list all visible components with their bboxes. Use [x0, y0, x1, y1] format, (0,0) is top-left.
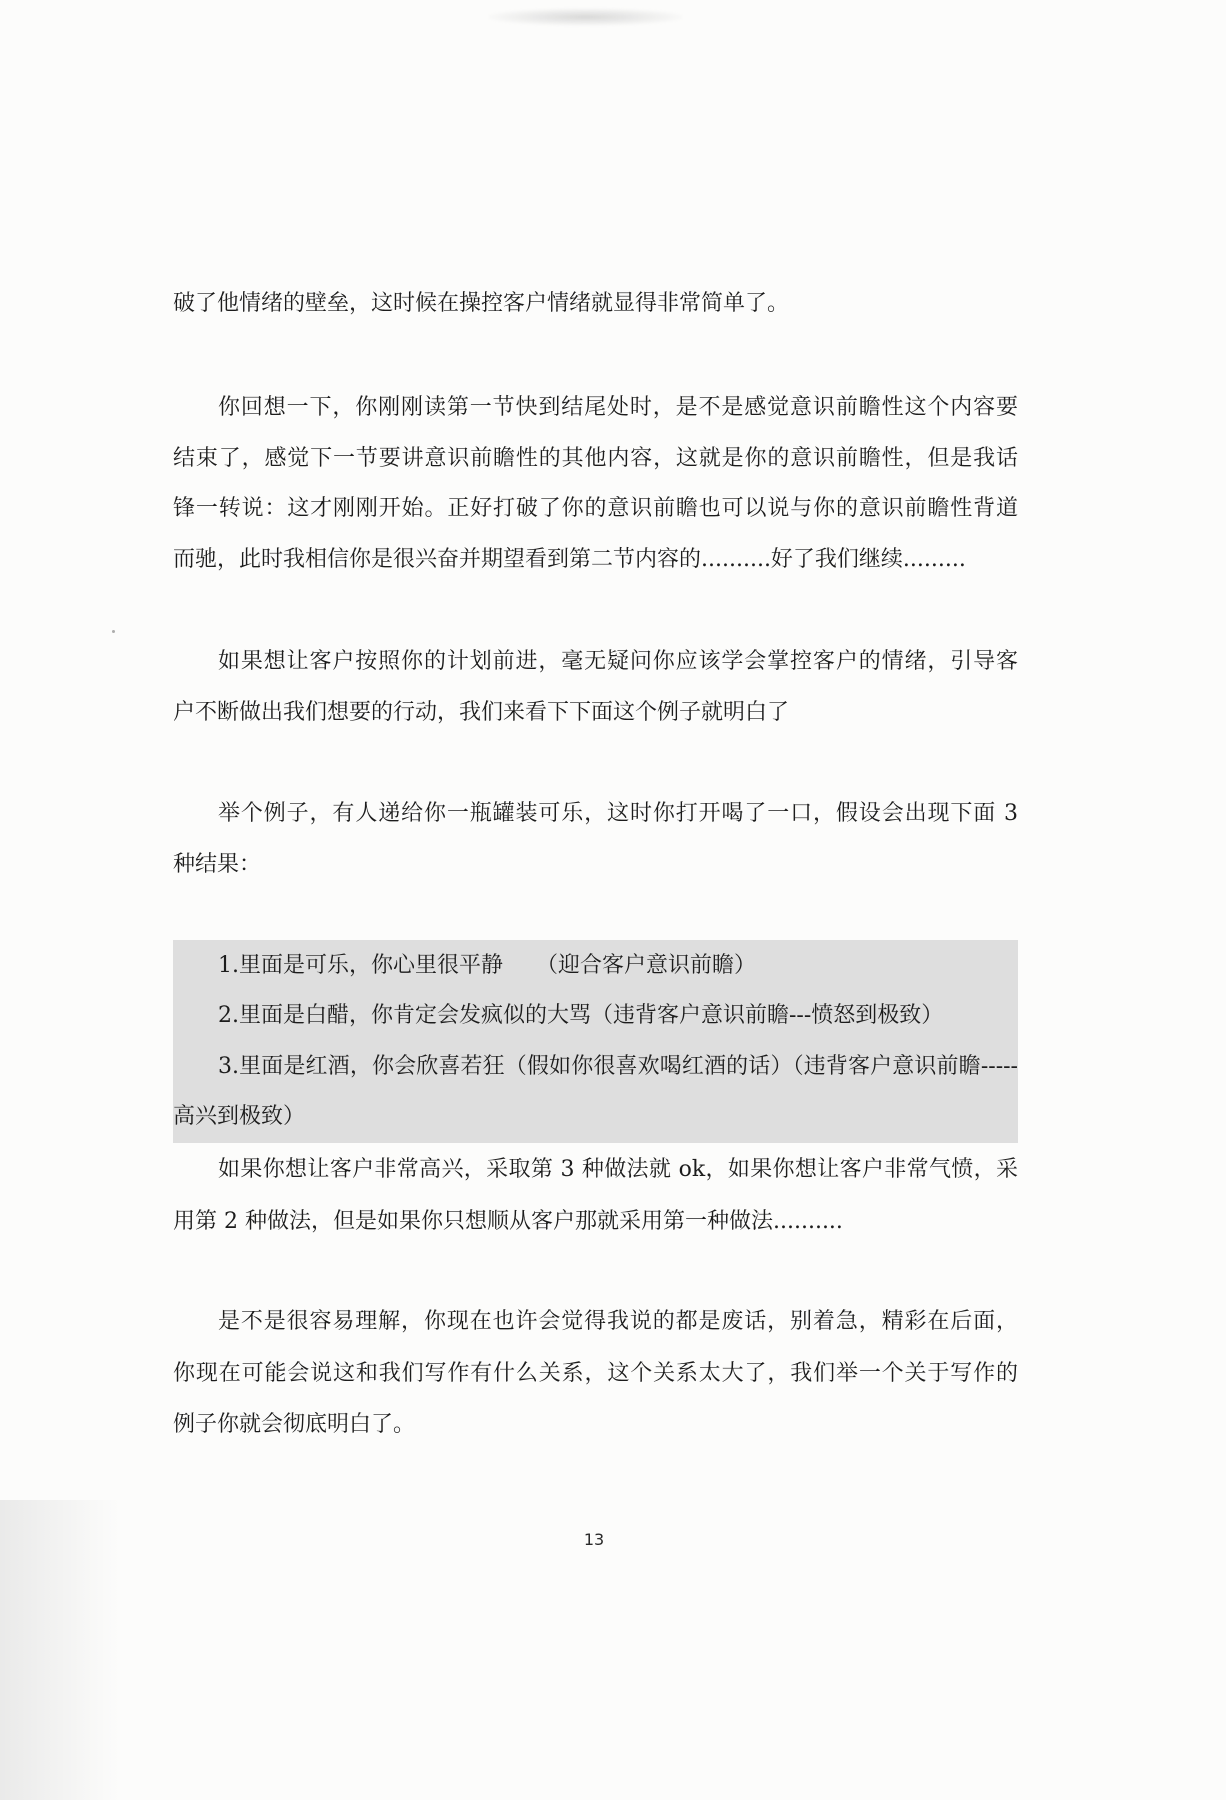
paragraph-line: 例子你就会彻底明白了。	[173, 1412, 416, 1437]
callout-item: 高兴到极致）	[173, 1104, 306, 1129]
paragraph-line: 是不是很容易理解，你现在也许会觉得我说的都是废话，别着急，精彩在后面，	[218, 1309, 1018, 1334]
paragraph-line: 结束了，感觉下一节要讲意识前瞻性的其他内容，这就是你的意识前瞻性，但是我话	[173, 446, 1018, 471]
paragraph-line: 举个例子，有人递给你一瓶罐装可乐，这时你打开喝了一口，假设会出现下面 3	[218, 801, 1018, 826]
paragraph-line: 如果你想让客户非常高兴，采取第 3 种做法就 ok，如果你想让客户非常气愤，采	[218, 1157, 1018, 1182]
callout-item: 2.里面是白醋，你肯定会发疯似的大骂（违背客户意识前瞻---愤怒到极致）	[218, 1003, 944, 1028]
paragraph-line: 户不断做出我们想要的行动，我们来看下下面这个例子就明白了	[173, 700, 790, 725]
paragraph-line: 破了他情绪的壁垒，这时候在操控客户情绪就显得非常简单了。	[173, 291, 790, 316]
scan-artifact	[488, 8, 683, 26]
scan-shadow	[0, 1500, 120, 1800]
paragraph-line: 你现在可能会说这和我们写作有什么关系，这个关系太大了，我们举一个关于写作的	[173, 1361, 1018, 1386]
scan-speck	[112, 630, 115, 633]
callout-item: 1.里面是可乐，你心里很平静 （迎合客户意识前瞻）	[218, 953, 756, 978]
page-number: 13	[583, 1530, 605, 1549]
paragraph-line: 如果想让客户按照你的计划前进，毫无疑问你应该学会掌控客户的情绪，引导客	[218, 649, 1018, 674]
paragraph-line: 种结果：	[173, 852, 262, 877]
shaded-callout-box	[173, 940, 1018, 1143]
callout-item: 3.里面是红酒，你会欣喜若狂（假如你很喜欢喝红酒的话）（违背客户意识前瞻-----	[218, 1054, 1018, 1079]
paragraph-line: 锋一转说：这才刚刚开始。正好打破了你的意识前瞻也可以说与你的意识前瞻性背道	[173, 496, 1018, 521]
paragraph-line: 你回想一下，你刚刚读第一节快到结尾处时，是不是感觉意识前瞻性这个内容要	[218, 395, 1018, 420]
paragraph-line: 而驰，此时我相信你是很兴奋并期望看到第二节内容的..........好了我们继续.........	[173, 547, 966, 572]
paragraph-line: 用第 2 种做法，但是如果你只想顺从客户那就采用第一种做法..........	[173, 1209, 843, 1234]
